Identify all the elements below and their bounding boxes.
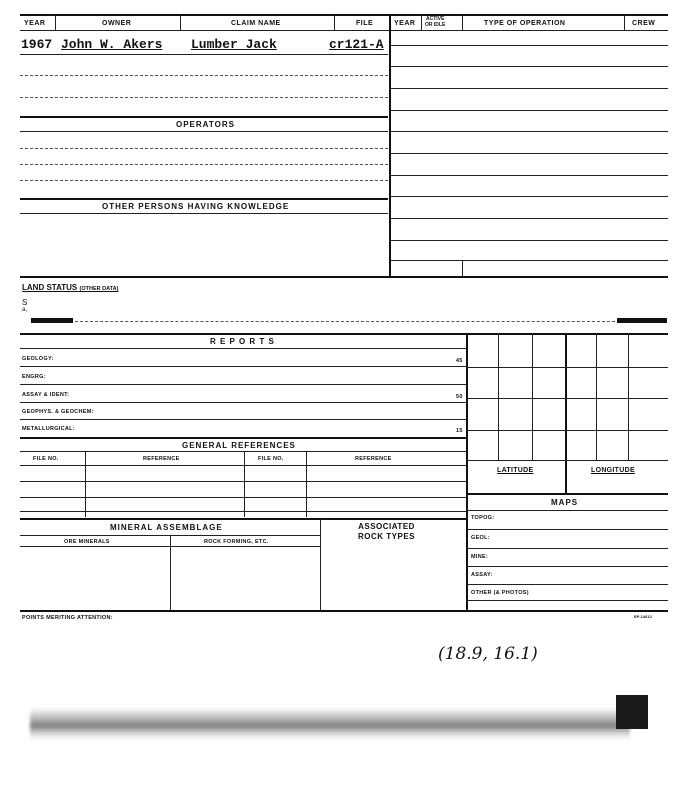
grid-h-3 (467, 430, 668, 431)
land-status-mark-2: a, (22, 307, 28, 313)
maps-line-1 (467, 529, 668, 530)
operators-line-3 (20, 164, 388, 165)
rock-forming-label: ROCK FORMING, ETC. (204, 539, 269, 545)
entry-year: 1967 (21, 37, 53, 52)
report-metallurgical: METALLURGICAL: (22, 426, 75, 432)
maps-line-5 (467, 600, 668, 601)
handwritten-coordinates-note: (18.9, 16.1) (438, 644, 538, 664)
report-metallurgical-num: 15 (456, 428, 463, 434)
refs-reference-2: REFERENCE (355, 456, 392, 462)
ops-line-8 (390, 196, 668, 197)
report-line-4 (20, 419, 466, 420)
header-crew: CREW (632, 20, 656, 27)
operators-line-4 (20, 180, 388, 181)
maps-line-4 (467, 584, 668, 585)
land-status-mark-1: S (22, 298, 28, 307)
ops-line-2 (390, 66, 668, 67)
maps-line-2 (467, 548, 668, 549)
header-divider-1 (55, 15, 56, 30)
report-line-1 (20, 366, 466, 367)
maps-mine: MINE: (471, 554, 489, 560)
mineral-top-rule (20, 518, 466, 520)
mineral-col-divider (170, 535, 171, 610)
maps-assay: ASSAY: (471, 572, 493, 578)
general-refs-heading: GENERAL REFERENCES (182, 441, 296, 450)
report-engrg: ENGRG: (22, 374, 46, 380)
grid-h-2 (467, 398, 668, 399)
maps-topog: TOPOG: (471, 515, 495, 521)
points-meriting-attention: POINTS MERITING ATTENTION: (22, 615, 113, 621)
redaction-bar-left (31, 318, 73, 323)
header-or-idle: OR IDLE (425, 22, 446, 28)
refs-col-1 (85, 451, 86, 517)
refs-line-2 (20, 497, 466, 498)
report-line-2 (20, 384, 466, 385)
general-refs-top-rule (20, 437, 466, 439)
ops-line-6 (390, 153, 668, 154)
maps-heading: MAPS (551, 498, 579, 507)
header-file: FILE (356, 20, 374, 27)
maps-other: OTHER (& PHOTOS) (471, 590, 529, 596)
entry-file: cr121-A (329, 37, 384, 52)
header-divider-6 (462, 15, 463, 30)
header-owner: OWNER (102, 20, 132, 27)
grid-v-4 (596, 333, 597, 460)
ops-line-7 (390, 175, 668, 176)
ore-minerals-label: ORE MINERALS (64, 539, 110, 545)
maps-head-rule (467, 510, 668, 511)
header-divider-5 (421, 15, 422, 30)
bottom-rule (20, 610, 668, 612)
owner-line-3 (20, 97, 388, 98)
other-persons-heading: OTHER PERSONS HAVING KNOWLEDGE (102, 202, 290, 211)
reports-head-rule (20, 348, 466, 349)
refs-reference-1: REFERENCE (143, 456, 180, 462)
ops-line-9 (390, 218, 668, 219)
redaction-bar-right (617, 318, 667, 323)
scan-dark-square (616, 695, 648, 729)
refs-head-rule (20, 465, 466, 466)
operators-line-2 (20, 148, 388, 149)
reports-top-rule (20, 333, 668, 335)
refs-file-no-2: FILE NO. (258, 456, 284, 462)
ops-line-11 (390, 260, 668, 261)
reports-heading: R E P O R T S (210, 337, 275, 346)
grid-v-2 (532, 333, 533, 460)
land-status-line (75, 321, 615, 322)
grid-h-4 (467, 460, 668, 461)
header-active: ACTIVE (425, 16, 445, 22)
owner-line-1 (20, 54, 388, 55)
mineral-right-divider (320, 518, 321, 610)
header-year-2: YEAR (394, 20, 416, 27)
other-persons-line (20, 213, 388, 214)
header-claim-name: CLAIM NAME (231, 20, 281, 27)
entry-owner: John W. Akers (61, 37, 163, 52)
report-geophys: GEOPHYS. & GEOCHEM: (22, 409, 94, 415)
header-divider-3 (334, 15, 335, 30)
land-status-title: LAND STATUS (22, 283, 78, 292)
associated-label: ASSOCIATED (358, 522, 415, 531)
refs-col-3 (306, 451, 307, 517)
ops-line-3 (390, 88, 668, 89)
ops-line-5 (390, 131, 668, 132)
form-number: EP-14612 (634, 614, 652, 619)
top-border (20, 14, 668, 16)
rock-types-label: ROCK TYPES (358, 532, 416, 541)
reports-right-divider (466, 333, 468, 610)
grid-v-3 (565, 333, 567, 493)
grid-v-1 (498, 333, 499, 460)
header-type-of-operation: TYPE OF OPERATION (484, 20, 566, 27)
header-bottom-rule (20, 30, 668, 31)
report-line-3 (20, 402, 466, 403)
operators-line-1 (20, 131, 388, 132)
ops-small-divider (462, 260, 463, 276)
maps-top-rule (467, 493, 668, 495)
refs-line-1 (20, 481, 466, 482)
ops-line-4 (390, 110, 668, 111)
maps-line-3 (467, 566, 668, 567)
refs-file-no-1: FILE NO. (33, 456, 59, 462)
land-status-subtitle: (OTHER DATA) (79, 286, 119, 292)
report-assay: ASSAY & IDENT: (22, 392, 70, 398)
header-divider-2 (180, 15, 181, 30)
header-divider-7 (624, 15, 625, 30)
scan-smudge-band (30, 708, 630, 740)
refs-col-2 (244, 451, 245, 517)
ops-line-10 (390, 240, 668, 241)
report-geology-num: 45 (456, 358, 463, 364)
report-assay-num: 50 (456, 394, 463, 400)
land-status-heading (22, 283, 118, 292)
longitude-label: LONGITUDE (591, 467, 635, 474)
maps-geol: GEOL: (471, 535, 490, 541)
land-status-top-rule (20, 276, 668, 278)
header-year: YEAR (24, 20, 46, 27)
entry-claim-name: Lumber Jack (191, 37, 277, 52)
header-active-idle (425, 16, 445, 28)
associated-rock-types-heading (358, 522, 415, 542)
latitude-label: LATITUDE (497, 467, 534, 474)
grid-h-1 (467, 367, 668, 368)
main-vertical-divider (389, 14, 391, 276)
ops-line-1 (390, 45, 668, 46)
owner-line-2 (20, 75, 388, 76)
operators-heading: OPERATORS (176, 120, 235, 129)
grid-v-5 (628, 333, 629, 460)
refs-line-3 (20, 511, 466, 512)
report-geology: GEOLOGY: (22, 356, 54, 362)
mineral-assemblage-heading: MINERAL ASSEMBLAGE (110, 523, 223, 532)
other-persons-top-rule (20, 198, 388, 200)
operators-top-rule (20, 116, 388, 118)
general-refs-head-rule (20, 451, 466, 452)
